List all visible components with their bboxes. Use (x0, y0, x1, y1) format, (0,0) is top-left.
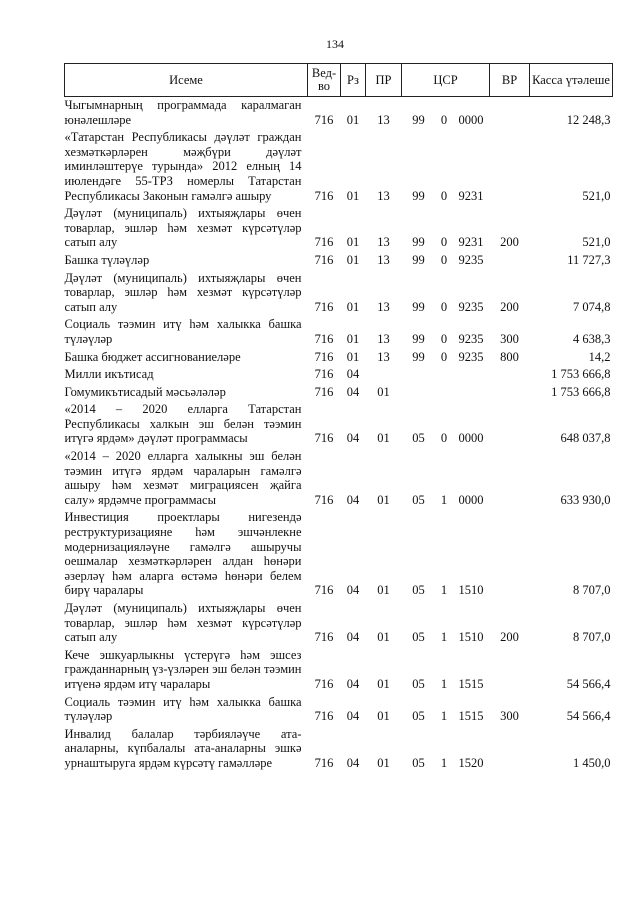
cell-name: Милли икътисад (64, 367, 154, 382)
cell-vr (490, 367, 530, 385)
cell-csr-code: 9235 (458, 252, 484, 267)
cell-amount: 14,2 (588, 349, 611, 364)
cell-amount: 1 753 666,8 (551, 367, 611, 382)
cell-amount: 8 707,0 (573, 630, 611, 645)
cell-csr-code: 9235 (458, 299, 484, 314)
cell-csr-subprogram: 0 (440, 331, 448, 346)
cell-amount: 648 037,8 (560, 431, 611, 446)
cell-vr (490, 97, 530, 131)
cell-csr-subprogram (436, 367, 453, 385)
cell-pr: 01 (377, 384, 390, 399)
cell-csr-subprogram: 0 (440, 349, 448, 364)
cell-name: Дәүләт (муниципаль) ихтыяҗлары өчен товарлар, эшләр һәм хезмәт күрсәтүләр сатып алу (64, 270, 302, 314)
header-pr: ПР (366, 64, 402, 97)
cell-pr: 01 (377, 676, 390, 691)
cell-ved: 716 (314, 709, 334, 724)
cell-csr-code: 1515 (458, 676, 484, 691)
cell-amount: 521,0 (582, 188, 611, 203)
cell-csr-code: 9235 (458, 331, 484, 346)
header-rz: Рз (341, 64, 366, 97)
cell-csr-subprogram: 0 (440, 112, 448, 127)
cell-rz: 04 (346, 583, 360, 598)
cell-rz: 01 (346, 331, 360, 346)
cell-pr: 13 (377, 235, 390, 250)
cell-csr-program: 99 (412, 299, 425, 314)
cell-csr-subprogram: 1 (440, 630, 448, 645)
cell-rz: 04 (346, 676, 360, 691)
cell-vr: 200 (500, 630, 519, 645)
table-row (65, 695, 613, 727)
cell-csr-code: 0000 (458, 112, 484, 127)
cell-ved: 716 (314, 331, 334, 346)
cell-csr-subprogram: 0 (440, 431, 448, 446)
cell-vr (490, 402, 530, 449)
header-ved: Вед-во (308, 64, 341, 97)
cell-rz: 04 (346, 755, 360, 770)
cell-rz: 01 (346, 299, 360, 314)
budget-table (64, 63, 613, 774)
cell-csr-code: 9231 (458, 188, 484, 203)
cell-vr: 800 (500, 349, 519, 364)
cell-amount: 4 638,3 (573, 331, 611, 346)
table-header (65, 64, 613, 97)
cell-csr-program: 05 (412, 755, 425, 770)
cell-rz: 04 (346, 709, 360, 724)
cell-csr-subprogram: 0 (440, 188, 448, 203)
cell-rz: 01 (346, 188, 360, 203)
cell-name: Социаль тәэмин итү һәм халыкка башка түләүләр (64, 694, 302, 724)
table-row (65, 402, 613, 449)
table-row (65, 253, 613, 271)
table-row (65, 206, 613, 253)
header-name: Исеме (65, 64, 308, 97)
cell-amount: 11 727,3 (567, 252, 611, 267)
cell-ved: 716 (314, 252, 334, 267)
table-row (65, 385, 613, 403)
cell-amount: 54 566,4 (566, 709, 611, 724)
cell-name: Дәүләт (муниципаль) ихтыяҗлары өчен товарлар, эшләр һәм хезмәт күрсәтүләр сатып алу (64, 601, 302, 645)
cell-csr-code: 0000 (458, 492, 484, 507)
cell-ved: 716 (314, 384, 334, 399)
cell-csr-program: 05 (412, 630, 425, 645)
cell-rz: 04 (346, 492, 360, 507)
cell-name: Башка түләүләр (64, 252, 150, 267)
cell-pr: 13 (377, 252, 390, 267)
cell-pr: 13 (377, 112, 390, 127)
cell-name: Инвестиция проектлары нигезендә реструктуризацияне һәм эшчәнлекне модернизацияләүне гамәлгә ашыручы оешмалар хезмәткәрләрен алдан һөнәри әзерләү һәм аларга өстәмә һөнәри белем бирү чаралары (64, 510, 302, 598)
cell-csr-code: 1510 (458, 630, 484, 645)
header-csr: ЦСР (402, 64, 490, 97)
cell-rz: 04 (346, 384, 360, 399)
cell-vr (490, 648, 530, 695)
cell-rz: 01 (346, 252, 360, 267)
cell-csr-program (402, 367, 436, 385)
cell-ved: 716 (314, 299, 334, 314)
cell-pr: 01 (377, 431, 390, 446)
cell-csr-program: 05 (412, 583, 425, 598)
cell-rz: 04 (346, 630, 360, 645)
cell-csr-program (402, 385, 436, 403)
cell-ved: 716 (314, 188, 334, 203)
cell-pr: 01 (377, 709, 390, 724)
cell-csr-program: 05 (412, 492, 425, 507)
page-number: 134 (326, 37, 344, 51)
cell-amount: 1 753 666,8 (551, 384, 611, 399)
cell-amount: 7 074,8 (573, 299, 611, 314)
cell-csr-code: 1515 (458, 709, 484, 724)
cell-pr: 01 (377, 755, 390, 770)
cell-name: «2014 – 2020 елларга Татарстан Республикасы халкын эш белән тәэмин итүгә ярдәм» дәүләт программасы (64, 402, 302, 446)
cell-csr-subprogram: 1 (440, 492, 448, 507)
cell-ved: 716 (314, 583, 334, 598)
cell-amount: 1 450,0 (573, 755, 611, 770)
cell-csr-program: 99 (412, 235, 425, 250)
cell-csr-subprogram: 1 (440, 583, 448, 598)
cell-name: Инвалид балалар тәрбияләүче ата-аналарны, күпбалалы ата-аналарны эшкә урнаштыруга ярдәм күрсәтү гамәлләре (64, 726, 302, 770)
cell-amount: 54 566,4 (566, 676, 611, 691)
cell-rz: 01 (346, 112, 360, 127)
header-vr: ВР (490, 64, 530, 97)
cell-csr-program: 05 (412, 431, 425, 446)
cell-amount: 633 930,0 (560, 492, 611, 507)
cell-csr-subprogram: 1 (440, 676, 448, 691)
cell-csr-code: 9231 (458, 235, 484, 250)
cell-name: Чыгымнарның программада каралмаган юнәлешләре (64, 98, 302, 127)
cell-name: Кече эшкуарлыкны үстерүгә һәм эшсез гражданнарның үз-үзләрен эш белән тәэмин итүенә ярдәм итү чаралары (64, 647, 302, 691)
cell-ved: 716 (314, 112, 334, 127)
cell-csr-code: 1510 (458, 583, 484, 598)
table-row (65, 510, 613, 601)
cell-csr-subprogram: 0 (440, 235, 448, 250)
cell-name: Гомумикътисадый мәсьәләләр (64, 384, 226, 399)
cell-csr-program: 05 (412, 676, 425, 691)
cell-csr-program: 99 (412, 331, 425, 346)
cell-ved: 716 (314, 349, 334, 364)
cell-name: Дәүләт (муниципаль) ихтыяҗлары өчен товарлар, эшләр һәм хезмәт күрсәтүләр сатып алу (64, 206, 302, 250)
cell-pr: 13 (377, 349, 390, 364)
cell-name: Башка бюджет ассигнованиеләре (64, 349, 241, 364)
cell-rz: 01 (346, 235, 360, 250)
cell-pr: 01 (377, 583, 390, 598)
cell-rz: 04 (346, 367, 360, 382)
cell-csr-program: 99 (412, 112, 425, 127)
cell-amount: 521,0 (582, 235, 611, 250)
cell-vr (490, 510, 530, 601)
cell-pr: 13 (377, 331, 390, 346)
cell-pr: 01 (377, 492, 390, 507)
cell-ved: 716 (314, 630, 334, 645)
cell-name: «Татарстан Республикасы дәүләт граждан хезмәткәрләрен мәҗбүри дәүләт иминләштерүе турында» 2012 елның 14 июлендәге 55-ТРЗ номерлы Татарстан Республикасы Законын гамәлгә ашыру (64, 130, 302, 203)
table-row (65, 130, 613, 206)
cell-csr-program: 05 (412, 709, 425, 724)
cell-csr-code (453, 385, 490, 403)
table-row (65, 350, 613, 368)
table-row (65, 97, 613, 131)
cell-ved: 716 (314, 431, 334, 446)
cell-name: Социаль тәэмин итү һәм халыкка башка түләүләр (64, 317, 302, 346)
cell-vr (490, 727, 530, 774)
cell-ved: 716 (314, 367, 334, 382)
cell-pr: 13 (377, 299, 390, 314)
cell-ved: 716 (314, 235, 334, 250)
cell-vr: 200 (500, 235, 519, 250)
cell-csr-program: 99 (412, 188, 425, 203)
cell-csr-code: 0000 (458, 431, 484, 446)
table-row (65, 648, 613, 695)
cell-vr: 300 (500, 331, 519, 346)
cell-pr (366, 367, 402, 385)
cell-csr-program: 99 (412, 252, 425, 267)
table-row (65, 449, 613, 510)
table-row (65, 317, 613, 349)
cell-csr-code (453, 367, 490, 385)
cell-amount: 12 248,3 (566, 112, 611, 127)
cell-csr-code: 9235 (458, 349, 484, 364)
cell-csr-program: 99 (412, 349, 425, 364)
table-body (65, 97, 613, 774)
cell-csr-subprogram: 1 (440, 755, 448, 770)
header-amount: Касса үтәлеше (530, 64, 613, 97)
cell-csr-subprogram (436, 385, 453, 403)
cell-vr: 200 (500, 299, 519, 314)
cell-csr-subprogram: 0 (440, 299, 448, 314)
cell-ved: 716 (314, 492, 334, 507)
table-row (65, 727, 613, 774)
cell-csr-subprogram: 1 (440, 709, 448, 724)
cell-pr: 13 (377, 188, 390, 203)
cell-vr (490, 385, 530, 403)
cell-csr-code: 1520 (458, 755, 484, 770)
cell-amount: 8 707,0 (573, 583, 611, 598)
cell-rz: 01 (346, 349, 360, 364)
cell-vr (490, 449, 530, 510)
table-row (65, 271, 613, 318)
table-row (65, 367, 613, 385)
cell-pr: 01 (377, 630, 390, 645)
cell-name: «2014 – 2020 елларга халыкны эш белән тәэмин итүгә ярдәм чараларын гамәлгә ашыру һәм хезмәт миграциясен җайга салу» ярдәмче программасы (64, 449, 302, 507)
cell-vr (490, 253, 530, 271)
cell-ved: 716 (314, 676, 334, 691)
cell-rz: 04 (346, 431, 360, 446)
cell-vr: 300 (500, 709, 519, 724)
cell-csr-subprogram: 0 (440, 252, 448, 267)
cell-vr (490, 130, 530, 206)
cell-ved: 716 (314, 755, 334, 770)
table-row (65, 601, 613, 648)
